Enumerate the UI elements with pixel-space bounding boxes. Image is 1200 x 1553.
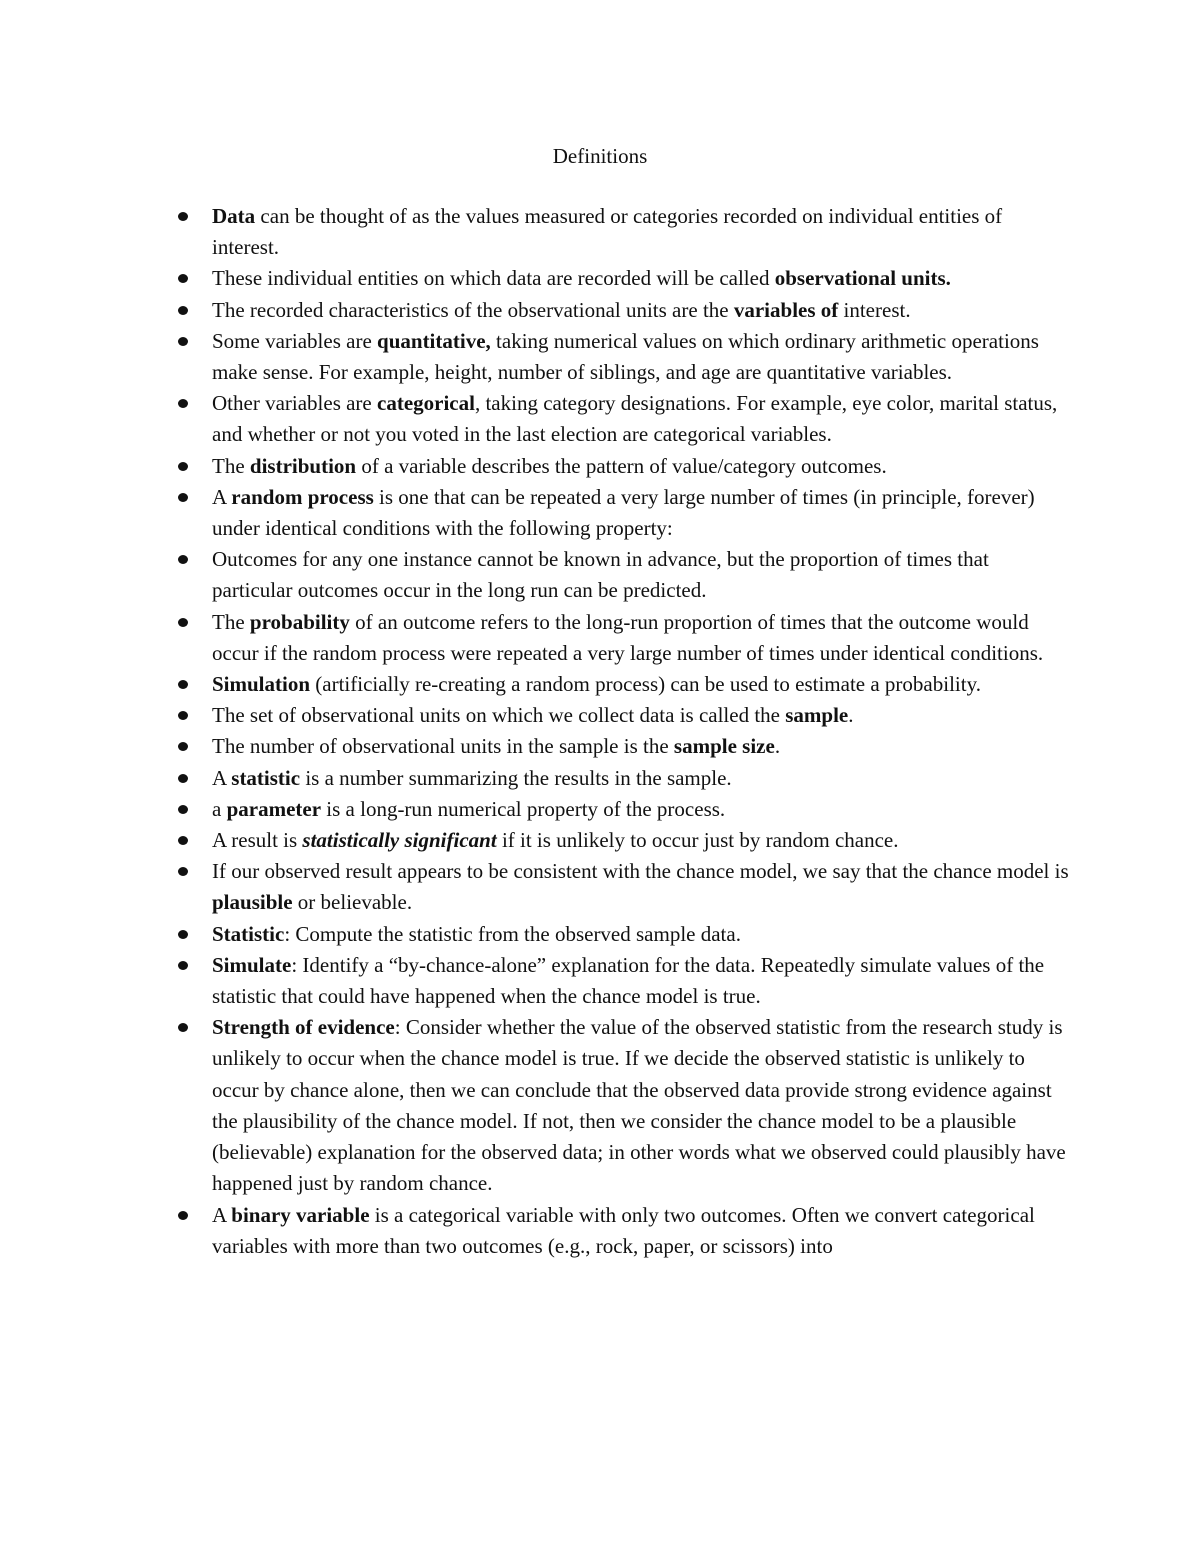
def-variables [170,295,1070,326]
bullet-icon [178,462,188,471]
def-sample-size [170,731,1070,762]
definition-text: is a categorical variable with only two outcomes. Often we convert categorical variables with more than two outcomes (e.g., rock, paper, or scissors) into [212,1202,1035,1258]
def-outcomes [170,544,1070,606]
defined-term: Data [212,204,256,228]
def-step-statistic [170,919,1070,950]
definitions-list [170,201,1070,1262]
def-data [170,201,1070,263]
defined-term: distribution [249,453,357,478]
def-step-simulate [170,950,1070,1012]
defined-term: binary variable [231,1202,370,1227]
definition-text: if it is unlikely to occur just by random chance. [496,828,899,853]
bullet-icon [178,680,188,689]
defined-term: observational units. [774,266,951,291]
definition-text: : Identify a “by-chance-alone” explanation for the data. Repeatedly simulate values of the statistic that could have happened when the chance model is true. [212,952,1045,1009]
def-categorical [170,388,1070,450]
definition-text: or believable. [292,890,413,915]
definition-text: A [212,484,232,509]
bullet-icon [178,1211,188,1220]
definition-text: is one that can be repeated a very large number of times (in principle, forever) under identical conditions with the following property: [212,484,1035,541]
def-random-process [170,482,1070,544]
definition-text: is a long-run numerical property of the process. [321,796,726,821]
page-title: Definitions [552,144,648,168]
definition-text: of an outcome refers to the long-run proportion of times that the outcome would occur if the random process were repeated a very large number of times under identical conditions. [212,609,1044,665]
defined-term: statistic [231,765,301,790]
bullet-icon [178,306,188,315]
definition-text: The set of observational units on which we collect data is called the [212,703,786,728]
defined-term: Simulate [212,952,292,977]
bullet-icon [178,836,188,845]
def-observational-units [170,263,1070,294]
def-step-strength-of-evidence [170,1012,1070,1199]
definition-text: A [212,1202,232,1227]
definition-text: These individual entities on which data are recorded will be called [212,266,775,291]
definition-text: A result is [212,828,303,853]
bullet-icon [178,493,188,502]
definition-text: taking numerical values on which ordinary arithmetic operations make sense. For example, height, number of siblings, and age are quantitative variables. [212,328,1039,385]
definition-text: Outcomes for any one instance cannot be known in advance, but the proportion of times that particular outcomes occur in the long run can be predicted. [212,547,989,603]
definition-text: a [212,796,227,821]
bullet-icon [178,212,188,221]
definition-text: : Compute the statistic from the observed sample data. [284,921,741,946]
defined-term: probability [249,609,350,634]
definition-text: The [212,453,250,478]
defined-term: random process [231,484,374,509]
def-distribution [170,451,1070,482]
def-statistic [170,763,1070,794]
defined-term: plausible [212,890,293,915]
bullet-icon [178,774,188,783]
bullet-icon [178,274,188,283]
definition-text: . [774,734,781,759]
definition-text: interest. [838,297,911,322]
bullet-icon [178,1023,188,1032]
definition-text: The number of observational units in the sample is the [212,734,674,759]
defined-term: variables of [733,297,839,322]
bullet-icon [178,961,188,970]
def-probability [170,607,1070,669]
definition-text: Some variables are [212,328,378,353]
definition-text: . [848,703,854,728]
defined-term: Statistic [212,921,285,946]
definition-text: Other variables are [212,391,377,416]
defined-term: sample [785,703,849,728]
definition-text: , taking category designations. For example, eye color, marital status, and whether or not you voted in the last election are categorical variables. [212,391,1058,447]
definition-text: The recorded characteristics of the observational units are the [212,297,734,322]
definition-text: The [212,609,250,634]
bullet-icon [178,742,188,751]
defined-term: parameter [226,796,322,821]
bullet-icon [178,805,188,814]
definition-text: of a variable describes the pattern of value/category outcomes. [356,453,887,478]
emphasized-term: statistically significant [302,828,497,853]
definition-text: A [212,765,232,790]
def-quantitative [170,326,1070,388]
bullet-icon [178,399,188,408]
definition-text: (artificially re-creating a random process) can be used to estimate a probability. [310,672,981,697]
def-simulation [170,669,1070,700]
defined-term: categorical [377,391,475,416]
bullet-icon [178,337,188,346]
defined-term: quantitative, [377,328,491,353]
definition-text: : Consider whether the value of the observed statistic from the research study is unlikely to occur when the chance model is true. If we decide the observed statistic is unlikely to occur by chance alone, then we can conclude that the observed data provide strong evidence against the plausibility of the chance model. If not, then we consider the chance model to be a plausible (believable) explanation for the observed data; in other words what we observed could plausibly have happened just by random chance. [212,1015,1066,1196]
defined-term: Strength of evidence [212,1015,395,1040]
bullet-icon [178,618,188,627]
def-sample [170,700,1070,731]
bullet-icon [178,930,188,939]
bullet-icon [178,555,188,564]
definition-text: If our observed result appears to be consistent with the chance model, we say that the chance model is [212,859,1069,884]
bullet-icon [178,711,188,720]
definition-text: is a number summarizing the results in the sample. [300,765,732,790]
defined-term: Simulation [212,672,311,697]
def-plausible [170,856,1070,918]
def-statistically-significant [170,825,1070,856]
def-binary-variable [170,1200,1070,1262]
defined-term: sample size [673,734,775,759]
def-parameter [170,794,1070,825]
bullet-icon [178,867,188,876]
definition-text: can be thought of as the values measured or categories recorded on individual entities of interest. [212,204,1003,260]
